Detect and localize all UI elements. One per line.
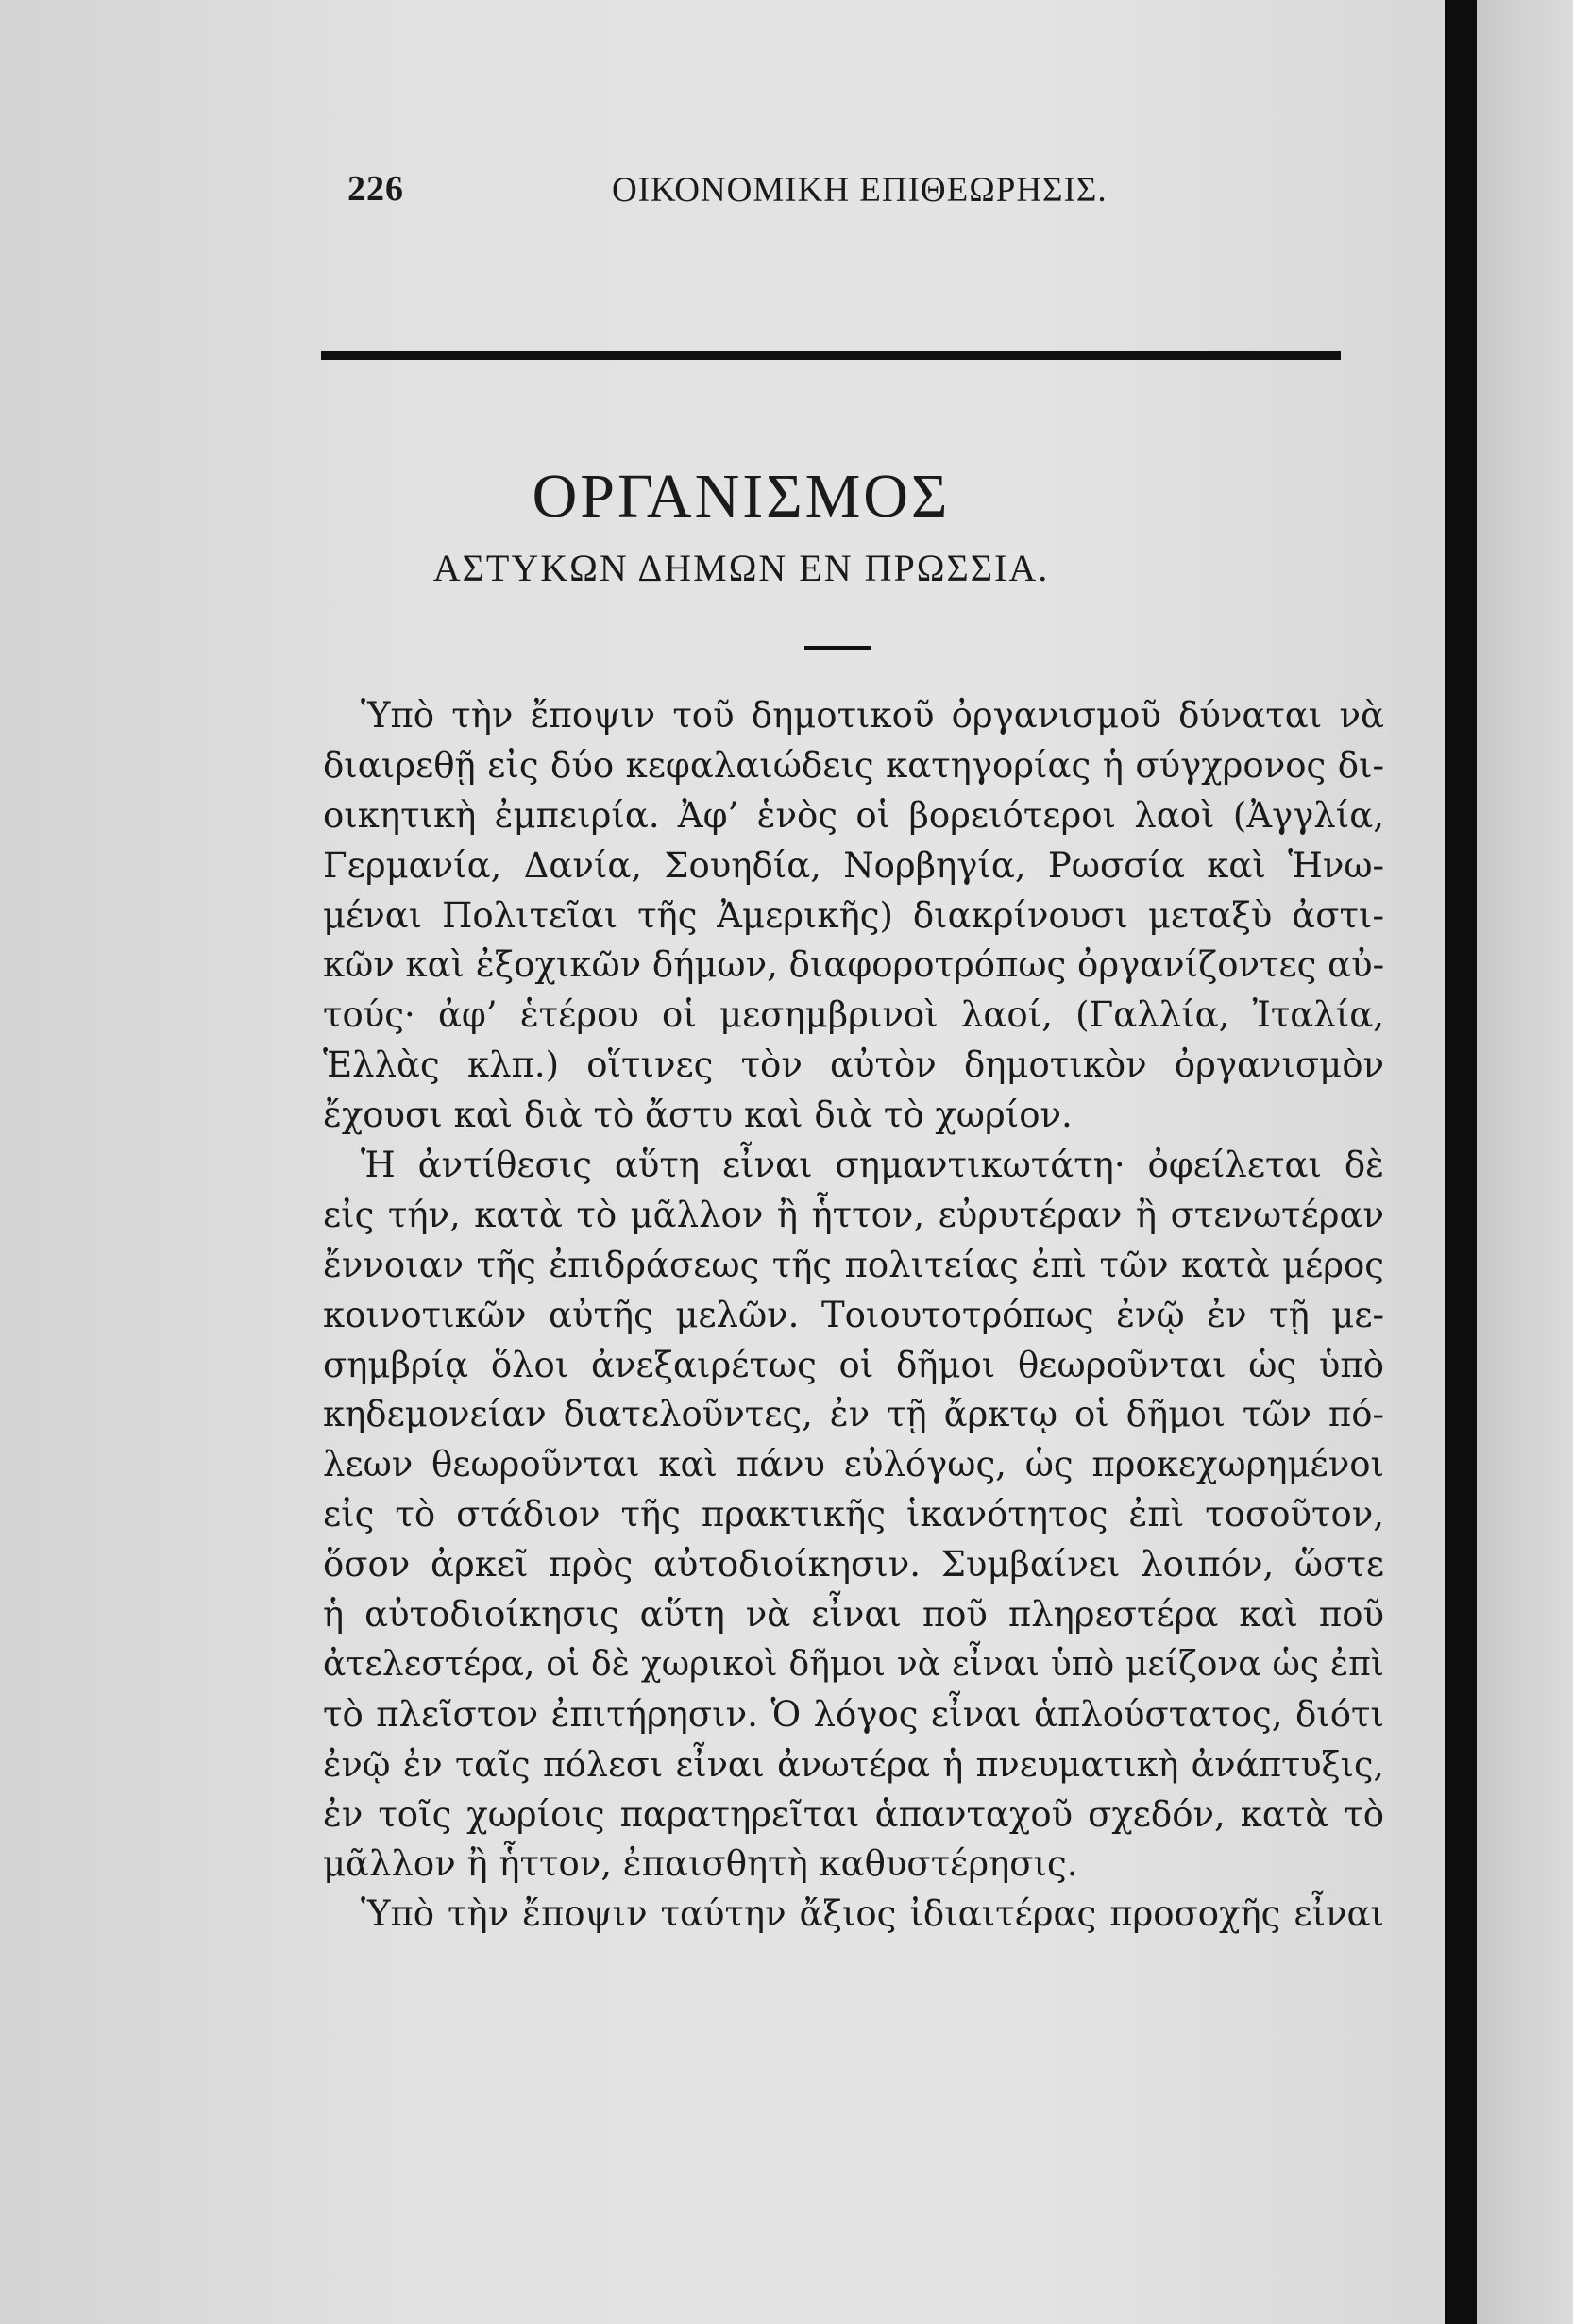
text-line: ὅσον ἀρκεῖ πρὸς αὐτοδιοίκησιν. Συμβαίνει λοιπόν, ὥστε bbox=[323, 1544, 1384, 1586]
text-line: ἐνῷ ἐν ταῖς πόλεσι εἶναι ἀνωτέρα ἡ πνευματικὴ ἀνάπτυξις, bbox=[323, 1743, 1384, 1785]
scan-background bbox=[1477, 0, 1573, 2324]
text-line: ἀτελεστέρα, οἱ δὲ χωρικοὶ δῆμοι νὰ εἶναι ὑπὸ μείζονα ὡς ἐπὶ bbox=[323, 1644, 1384, 1684]
text-line: κοινοτικῶν αὐτῆς μελῶν. Τοιουτοτρόπως ἐνῷ ἐν τῇ με- bbox=[323, 1294, 1384, 1335]
text-line: μᾶλλον ἢ ἧττον, ἐπαισθητὴ καθυστέρησις. bbox=[323, 1843, 1078, 1885]
header-rule bbox=[321, 351, 1341, 360]
text-line: εἰς τήν, κατὰ τὸ μᾶλλον ἢ ἧττον, εὐρυτέραν ἢ στενωτέραν bbox=[323, 1194, 1384, 1235]
text-line: ἡ αὐτοδιοίκησις αὕτη νὰ εἶναι ποῦ πληρεστέρα καὶ ποῦ bbox=[323, 1594, 1384, 1636]
book-spine-shadow bbox=[1445, 0, 1477, 2324]
page-number: 226 bbox=[347, 169, 404, 209]
text-line: κηδεμονείαν διατελοῦντες, ἐν τῇ ἄρκτῳ οἱ δῆμοι τῶν πό- bbox=[323, 1394, 1384, 1435]
text-line: οικητικὴ ἐμπειρία. Ἀφ’ ἑνὸς οἱ βορειότεροι λαοὶ (Ἀγγλία, bbox=[323, 794, 1384, 836]
text-line: εἰς τὸ στάδιον τῆς πρακτικῆς ἱκανότητος ἐπὶ τοσοῦτον, bbox=[323, 1494, 1384, 1535]
title-divider bbox=[804, 646, 871, 650]
text-line: Ἑλλὰς κλπ.) οἵτινες τὸν αὐτὸν δημοτικὸν ὀργανισμὸν bbox=[323, 1044, 1384, 1086]
article-body bbox=[323, 691, 1384, 1940]
text-line: Ἡ ἀντίθεσις αὕτη εἶναι σημαντικωτάτη· ὀφείλεται δὲ bbox=[361, 1145, 1384, 1186]
article-title: ΟΡΓΑΝΙΣΜΟΣ bbox=[532, 462, 951, 531]
text-line: λεων θεωροῦνται καὶ πάνυ εὐλόγως, ὡς προκεχωρημένοι bbox=[323, 1444, 1384, 1485]
article-subtitle: ΑΣΤΥΚΩΝ ΔΗΜΩΝ ΕΝ ΠΡΩΣΣΙΑ. bbox=[432, 547, 1050, 589]
text-line: τούς· ἀφ’ ἑτέρου οἱ μεσημβρινοὶ λαοί, (Γαλλία, Ἰταλία, bbox=[323, 994, 1384, 1036]
text-line: Ὑπὸ τὴν ἔποψιν ταύτην ἄξιος ἰδιαιτέρας προσοχῆς εἶναι bbox=[361, 1893, 1384, 1935]
text-line: ἔννοιαν τῆς ἐπιδράσεως τῆς πολιτείας ἐπὶ τῶν κατὰ μέρος bbox=[323, 1244, 1384, 1285]
running-title: ΟΙΚΟΝΟΜΙΚΗ ΕΠΙΘΕΩΡΗΣΙΣ. bbox=[612, 171, 1108, 210]
text-line: κῶν καὶ ἐξοχικῶν δήμων, διαφοροτρόπως ὀργανίζοντες αὐ- bbox=[323, 944, 1385, 986]
text-line: μέναι Πολιτεῖαι τῆς Ἀμερικῆς) διακρίνουσι μεταξὺ ἀστι- bbox=[323, 894, 1384, 936]
text-line: διαιρεθῇ εἰς δύο κεφαλαιώδεις κατηγορίας ἡ σύγχρονος δι- bbox=[323, 744, 1384, 786]
text-line: Ὑπὸ τὴν ἔποψιν τοῦ δημοτικοῦ ὀργανισμοῦ δύναται νὰ bbox=[361, 695, 1384, 736]
text-line: σημβρίᾳ ὅλοι ἀνεξαιρέτως οἱ δῆμοι θεωροῦνται ὡς ὑπὸ bbox=[323, 1344, 1384, 1385]
text-line: ἔχουσι καὶ διὰ τὸ ἄστυ καὶ διὰ τὸ χωρίον. bbox=[323, 1094, 1073, 1136]
text-line: Γερμανία, Δανία, Σουηδία, Νορβηγία, Ρωσσία καὶ Ἡνω- bbox=[323, 844, 1384, 886]
text-line: ἐν τοῖς χωρίοις παρατηρεῖται ἁπανταχοῦ σχεδόν, κατὰ τὸ bbox=[323, 1793, 1384, 1835]
text-line: τὸ πλεῖστον ἐπιτήρησιν. Ὁ λόγος εἶναι ἁπλούστατος, διότι bbox=[323, 1693, 1384, 1735]
